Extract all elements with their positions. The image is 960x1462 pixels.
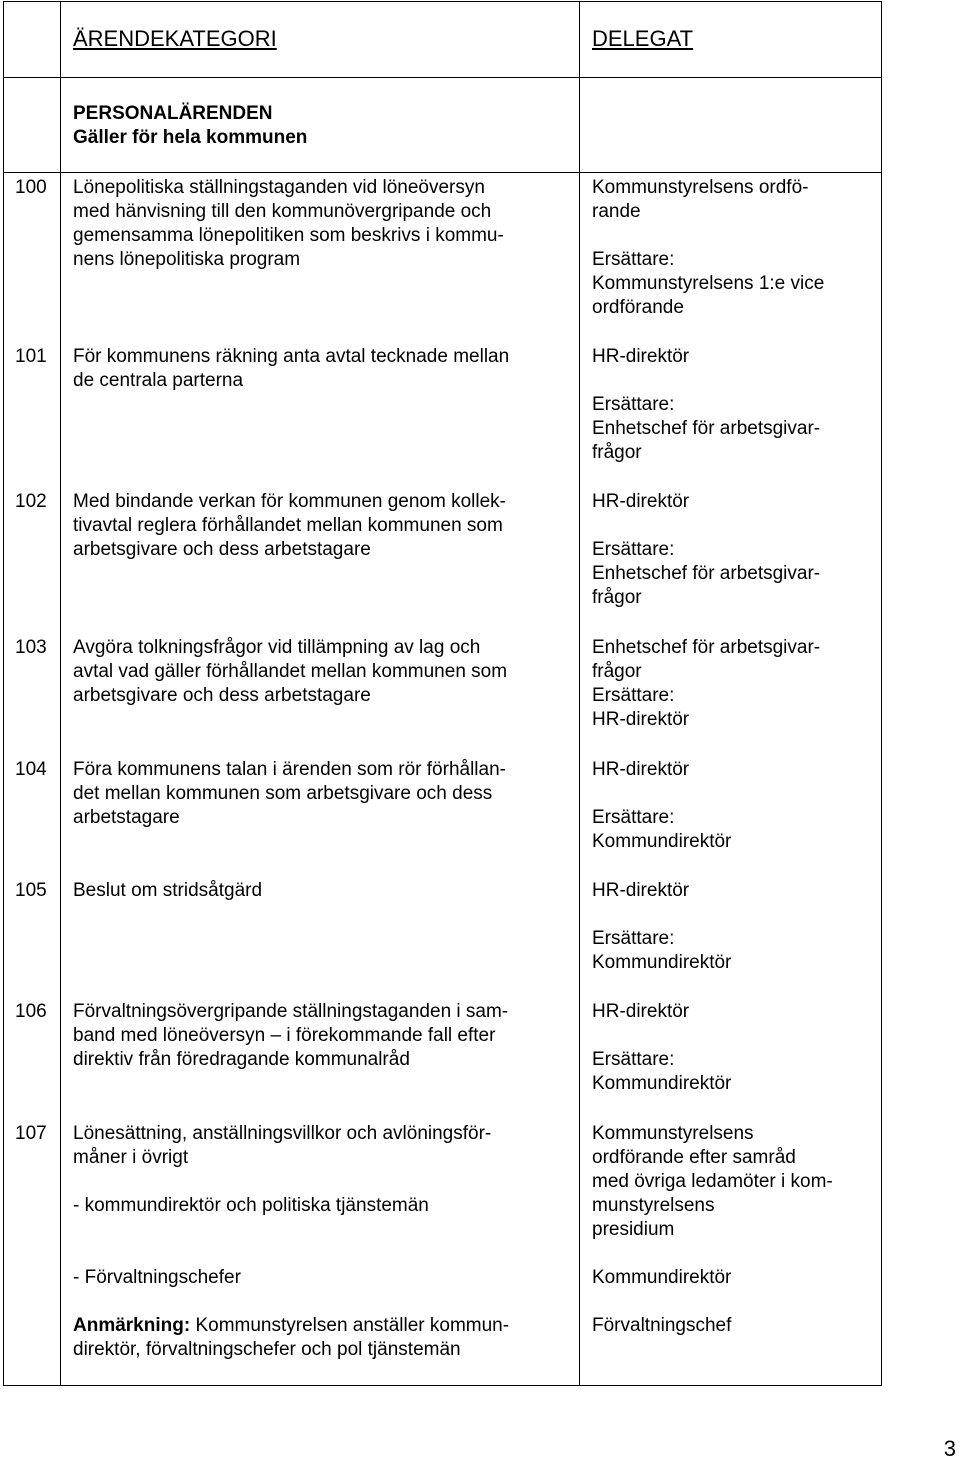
row-102-delegat: Enhetschef för arbetsgivar- [592,563,821,584]
note-text: Kommunstyrelsen anställer kommun- [195,1315,510,1336]
row-104-text: arbetstagare [73,807,180,828]
row-104-text: Föra kommunens talan i ärenden som rör förhållan- [73,759,506,780]
row-105-delegat: Kommundirektör [592,952,732,973]
row-106-text: band med löneöversyn – i förekommande fall efter [73,1025,496,1046]
row-107-number: 107 [15,1123,47,1144]
row-105-delegat: Ersättare: [592,928,675,949]
row-105-delegat: HR-direktör [592,880,690,901]
row-106-delegat: HR-direktör [592,1001,690,1022]
row-102-text: Med bindande verkan för kommunen genom kollek- [73,491,507,512]
row-107-text: - Förvaltningschefer [73,1267,241,1288]
row-102-delegat: HR-direktör [592,491,690,512]
row-102-text: tivavtal reglera förhållandet mellan kommunen som [73,515,503,536]
row-100-delegat: Kommunstyrelsens 1:e vice [592,273,825,294]
row-107-note [73,1314,509,1338]
row-104-delegat: Ersättare: [592,807,675,828]
row-107-text: Lönesättning, anställningsvillkor och avlöningsför- [73,1123,492,1144]
row-100-number: 100 [15,177,47,198]
row-101-delegat: frågor [592,442,642,463]
row-103-number: 103 [15,637,47,658]
row-105-text: Beslut om stridsåtgärd [73,880,263,901]
row-100-delegat: Kommunstyrelsens ordfö- [592,177,809,198]
row-100-delegat: Ersättare: [592,249,675,270]
row-107-delegat: presidium [592,1219,675,1240]
note-label: Anmärkning: [73,1315,191,1336]
row-106-text: direktiv från föredragande kommunalråd [73,1049,410,1070]
row-106-delegat: Kommundirektör [592,1073,732,1094]
column-divider-2 [579,2,580,1385]
section-title: PERSONALÄRENDEN [73,103,273,124]
row-107-delegat: Kommundirektör [592,1267,732,1288]
section-subtitle: Gäller för hela kommunen [73,127,308,148]
row-102-number: 102 [15,491,47,512]
row-107-delegat: Kommunstyrelsens [592,1123,754,1144]
row-101-delegat: Enhetschef för arbetsgivar- [592,418,821,439]
row-101-delegat: HR-direktör [592,346,690,367]
row-107-delegat: Förvaltningschef [592,1315,732,1336]
row-102-delegat: frågor [592,587,642,608]
row-104-delegat: Kommundirektör [592,831,732,852]
row-107-delegat: med övriga ledamöter i kom- [592,1171,833,1192]
row-104-delegat: HR-direktör [592,759,690,780]
row-104-number: 104 [15,759,47,780]
row-106-text: Förvaltningsövergripande ställningstaganden i sam- [73,1001,509,1022]
row-103-delegat: frågor [592,661,642,682]
row-104-text: det mellan kommunen som arbetsgivare och dess [73,783,493,804]
row-103-delegat: HR-direktör [592,709,690,730]
row-100-text: med hänvisning till den kommunövergripande och [73,201,492,222]
row-103-text: Avgöra tolkningsfrågor vid tillämpning av lag och [73,637,481,658]
page-number: 3 [943,1436,956,1461]
section-divider [4,172,881,173]
row-100-text: Lönepolitiska ställningstaganden vid löneöversyn [73,177,485,198]
header-arendekategori: ÄRENDEKATEGORI [73,26,277,51]
column-divider-1 [60,2,61,1385]
row-105-number: 105 [15,880,47,901]
row-101-text: För kommunens räkning anta avtal tecknade mellan [73,346,510,367]
row-100-delegat: rande [592,201,641,222]
row-102-delegat: Ersättare: [592,539,675,560]
row-100-delegat: ordförande [592,297,684,318]
row-107-text: måner i övrigt [73,1147,189,1168]
row-106-delegat: Ersättare: [592,1049,675,1070]
row-102-text: arbetsgivare och dess arbetstagare [73,539,371,560]
header-delegat: DELEGAT [592,26,694,51]
row-103-delegat: Enhetschef för arbetsgivar- [592,637,821,658]
row-107-text: - kommundirektör och politiska tjänstemän [73,1195,429,1216]
row-103-text: avtal vad gäller förhållandet mellan kommunen som [73,661,508,682]
row-101-delegat: Ersättare: [592,394,675,415]
row-101-number: 101 [15,346,47,367]
row-107-note: direktör, förvaltningschefer och pol tjänstemän [73,1339,461,1360]
row-100-text: gemensamma lönepolitiken som beskrivs i kommu- [73,225,504,246]
row-107-delegat: munstyrelsens [592,1195,715,1216]
header-divider [4,77,881,78]
row-101-text: de centrala parterna [73,370,244,391]
row-106-number: 106 [15,1001,47,1022]
row-103-text: arbetsgivare och dess arbetstagare [73,685,371,706]
row-107-delegat: ordförande efter samråd [592,1147,796,1168]
row-103-delegat: Ersättare: [592,685,675,706]
row-100-text: nens lönepolitiska program [73,249,301,270]
